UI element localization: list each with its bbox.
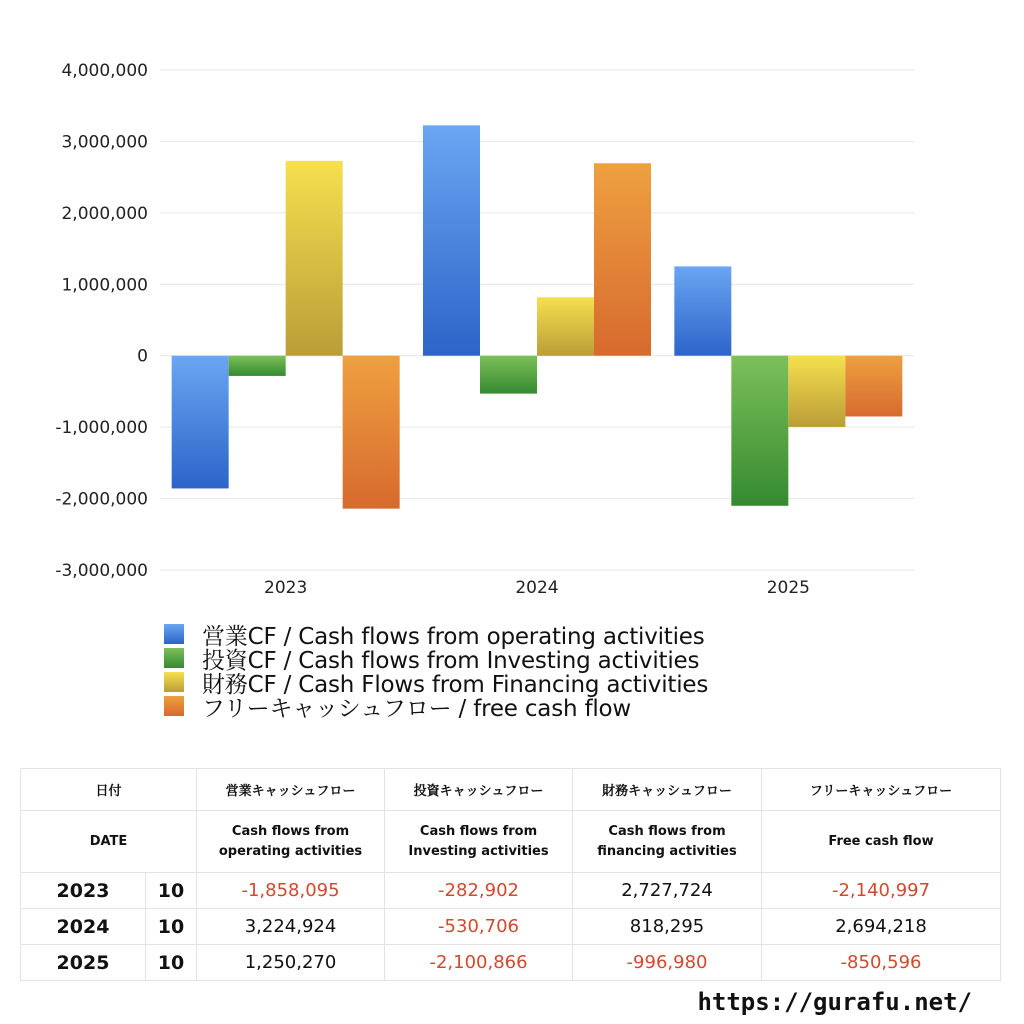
- legend-label-free: フリーキャッシュフロー / free cash flow: [202, 695, 632, 722]
- table-row: [21, 873, 1001, 909]
- row-month: 10: [146, 909, 197, 945]
- row-free: 2,694,218: [762, 909, 1001, 945]
- legend-swatch-operating: [164, 624, 184, 644]
- row-financing: -996,980: [573, 945, 762, 981]
- row-year: 2023: [21, 873, 146, 909]
- row-operating: 1,250,270: [197, 945, 385, 981]
- header-date-en: DATE: [21, 811, 197, 873]
- header-investing-jp: 投資キャッシュフロー: [385, 769, 573, 811]
- y-tick-label: -1,000,000: [55, 418, 148, 439]
- legend-swatch-financing: [164, 672, 184, 692]
- row-month: 10: [146, 945, 197, 981]
- cash-flow-table: [20, 768, 1001, 981]
- y-tick-label: 2,000,000: [61, 203, 148, 224]
- bar-investing-2025: [731, 356, 788, 506]
- table-header-jp: [21, 769, 1001, 811]
- y-tick-label: -2,000,000: [55, 489, 148, 510]
- row-year: 2025: [21, 945, 146, 981]
- bar-financing-2024: [537, 297, 594, 355]
- chart-bars: [172, 125, 903, 508]
- row-investing: -282,902: [385, 873, 573, 909]
- bar-financing-2025: [788, 356, 845, 427]
- table-header-en: [21, 811, 1001, 873]
- bar-operating-2025: [674, 266, 731, 355]
- legend-label-operating: 営業CF / Cash flows from operating activities: [202, 623, 705, 650]
- legend-label-investing: 投資CF / Cash flows from Investing activities: [202, 647, 700, 674]
- header-date-jp: 日付: [21, 769, 197, 811]
- y-tick-label: 4,000,000: [61, 61, 148, 81]
- row-free: -2,140,997: [762, 873, 1001, 909]
- chart-y-ticks: [55, 61, 148, 581]
- y-tick-label: 0: [137, 346, 148, 367]
- row-financing: 818,295: [573, 909, 762, 945]
- row-investing: -530,706: [385, 909, 573, 945]
- bar-financing-2023: [286, 161, 343, 356]
- header-financing-en: Cash flows from financing activities: [573, 811, 762, 873]
- table-row: [21, 945, 1001, 981]
- chart-legend: [164, 622, 709, 722]
- legend-swatch-free: [164, 696, 184, 716]
- legend-swatch-investing: [164, 648, 184, 668]
- row-month: 10: [146, 873, 197, 909]
- row-year: 2024: [21, 909, 146, 945]
- chart-x-ticks: [264, 578, 810, 598]
- y-tick-label: -3,000,000: [55, 561, 148, 581]
- row-investing: -2,100,866: [385, 945, 573, 981]
- x-tick-label: 2025: [766, 578, 810, 598]
- bar-operating-2023: [172, 356, 229, 489]
- row-operating: -1,858,095: [197, 873, 385, 909]
- bar-investing-2024: [480, 356, 537, 394]
- header-investing-en: Cash flows from Investing activities: [385, 811, 573, 873]
- bar-free-2025: [845, 356, 902, 417]
- bar-operating-2024: [423, 125, 480, 355]
- header-free-en: Free cash flow: [762, 811, 1001, 873]
- row-financing: 2,727,724: [573, 873, 762, 909]
- legend-label-financing: 財務CF / Cash Flows from Financing activities: [202, 671, 709, 698]
- y-tick-label: 3,000,000: [61, 132, 148, 153]
- x-tick-label: 2024: [515, 578, 559, 598]
- row-operating: 3,224,924: [197, 909, 385, 945]
- y-tick-label: 1,000,000: [61, 275, 148, 296]
- bar-free-2024: [594, 163, 651, 355]
- row-free: -850,596: [762, 945, 1001, 981]
- header-financing-jp: 財務キャッシュフロー: [573, 769, 762, 811]
- legend-item-free: [164, 694, 708, 722]
- site-url[interactable]: https://gurafu.net/: [697, 988, 972, 1016]
- bar-investing-2023: [229, 356, 286, 376]
- header-free-jp: フリーキャッシュフロー: [762, 769, 1001, 811]
- x-tick-label: 2023: [264, 578, 308, 598]
- table-row: [21, 909, 1001, 945]
- header-operating-jp: 営業キャッシュフロー: [197, 769, 385, 811]
- header-operating-en: Cash flows from operating activities: [197, 811, 385, 873]
- bar-free-2023: [343, 356, 400, 509]
